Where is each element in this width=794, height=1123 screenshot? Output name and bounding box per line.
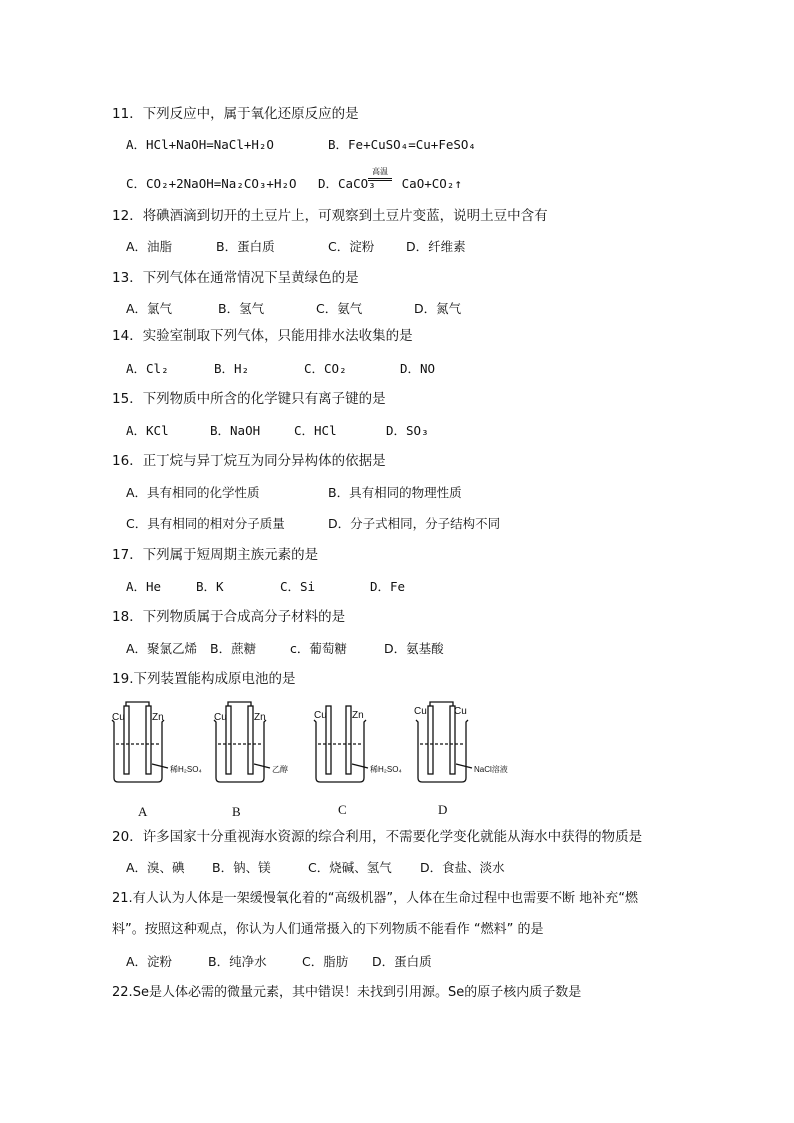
q18-option-c: c．葡萄糖 xyxy=(290,641,347,656)
q13-option-a: A．氯气 xyxy=(126,301,173,316)
q11-option-b: B．Fe+CuSO₄=Cu+FeSO₄ xyxy=(328,137,476,152)
q16-option-a: A．具有相同的化学性质 xyxy=(126,485,260,500)
question-17: 17．下列属于短周期主族元素的是 xyxy=(112,547,319,563)
option-label-c: C xyxy=(338,802,347,817)
q12-option-a: A．油脂 xyxy=(126,239,173,254)
electrode-label: Cu xyxy=(214,712,227,723)
q20-option-a: A．溴、碘 xyxy=(126,860,185,875)
reaction-equals-sign xyxy=(368,178,392,181)
q21-option-d: D．蛋白质 xyxy=(372,954,432,969)
q17-option-b: B．K xyxy=(196,579,224,594)
electrode-label: Zn xyxy=(254,712,266,723)
q21-option-a: A．淀粉 xyxy=(126,954,173,969)
electrode-label: Zn xyxy=(352,710,364,721)
q11-option-d: D．CaCO₃ CaO+CO₂↑ xyxy=(318,176,462,191)
electrode-label: Cu xyxy=(454,706,467,717)
q14-option-a: A．Cl₂ xyxy=(126,361,169,376)
question-14: 14．实验室制取下列气体，只能用排水法收集的是 xyxy=(112,328,413,344)
reaction-condition-label: 高温 xyxy=(372,167,388,176)
electrode-label: Cu xyxy=(314,710,327,721)
option-label-b: B xyxy=(232,804,241,819)
galvanic-cell-diagram xyxy=(108,700,528,820)
q12-option-b: B．蛋白质 xyxy=(216,239,275,254)
question-16: 16．正丁烷与异丁烷互为同分异构体的依据是 xyxy=(112,453,386,469)
electrode-label: Cu xyxy=(414,706,427,717)
q20-option-b: B．钠、镁 xyxy=(212,860,271,875)
question-20: 20．许多国家十分重视海水资源的综合利用，不需要化学变化就能从海水中获得的物质是 xyxy=(112,829,643,845)
q16-option-c: C．具有相同的相对分子质量 xyxy=(126,516,285,531)
q14-option-b: B．H₂ xyxy=(214,361,250,376)
question-13: 13．下列气体在通常情况下呈黄绿色的是 xyxy=(112,270,359,286)
question-19: 19.下列装置能构成原电池的是 xyxy=(112,671,296,687)
solution-label: NaCl溶液 xyxy=(474,765,508,774)
question-11: 11．下列反应中，属于氧化还原反应的是 xyxy=(112,106,359,122)
q20-option-d: D．食盐、淡水 xyxy=(420,860,505,875)
electrode-label: Zn xyxy=(152,712,164,723)
q15-option-b: B．NaOH xyxy=(210,423,261,438)
solution-label: 稀H₂SO₄ xyxy=(170,765,202,774)
solution-label: 乙醇 xyxy=(272,765,288,774)
q11-option-a: A．HCl+NaOH=NaCl+H₂O xyxy=(126,137,274,152)
q18-option-d: D．氨基酸 xyxy=(384,641,444,656)
q18-option-a: A．聚氯乙烯 xyxy=(126,641,198,656)
option-label-d: D xyxy=(438,802,448,817)
q11-option-c: C．CO₂+2NaOH=Na₂CO₃+H₂O xyxy=(126,176,297,191)
question-18: 18．下列物质属于合成高分子材料的是 xyxy=(112,609,346,625)
question-21: 21.有人认为人体是一架缓慢氧化着的“高级机器”，人体在生命过程中也需要不断 地补充“燃 xyxy=(112,891,639,906)
question-21-cont: 料”。按照这种观点，你认为人们通常摄入的下列物质不能看作 “燃料” 的是 xyxy=(112,922,544,937)
solution-label: 稀H₂SO₄ xyxy=(370,765,402,774)
q17-option-c: C．Si xyxy=(280,579,316,594)
question-22: 22.Se是人体必需的微量元素，其中错误！未找到引用源。Se的原子核内质子数是 xyxy=(112,985,582,1000)
q18-option-b: B．蔗糖 xyxy=(210,641,257,656)
q21-option-c: C．脂肪 xyxy=(302,954,349,969)
q12-option-d: D．纤维素 xyxy=(406,239,466,254)
q15-option-a: A．KCl xyxy=(126,423,169,438)
q20-option-c: C．烧碱、氢气 xyxy=(308,860,392,875)
q15-option-d: D．SO₃ xyxy=(386,423,429,438)
question-12: 12．将碘酒滴到切开的土豆片上，可观察到土豆片变蓝，说明土豆中含有 xyxy=(112,208,548,224)
q17-option-a: A．He xyxy=(126,579,162,594)
q15-option-c: C．HCl xyxy=(294,423,337,438)
electrode-label: Cu xyxy=(112,712,125,723)
q21-option-b: B．纯净水 xyxy=(208,954,267,969)
q16-option-d: D．分子式相同，分子结构不同 xyxy=(328,516,501,531)
q12-option-c: C．淀粉 xyxy=(328,239,375,254)
q17-option-d: D．Fe xyxy=(370,579,406,594)
q14-option-d: D．NO xyxy=(400,361,436,376)
question-15: 15．下列物质中所含的化学键只有离子键的是 xyxy=(112,391,386,407)
option-label-a: A xyxy=(138,804,148,819)
q13-option-b: B．氢气 xyxy=(218,301,265,316)
q13-option-d: D．氮气 xyxy=(414,301,462,316)
q16-option-b: B．具有相同的物理性质 xyxy=(328,485,462,500)
q13-option-c: C．氨气 xyxy=(316,301,363,316)
q14-option-c: C．CO₂ xyxy=(304,361,347,376)
